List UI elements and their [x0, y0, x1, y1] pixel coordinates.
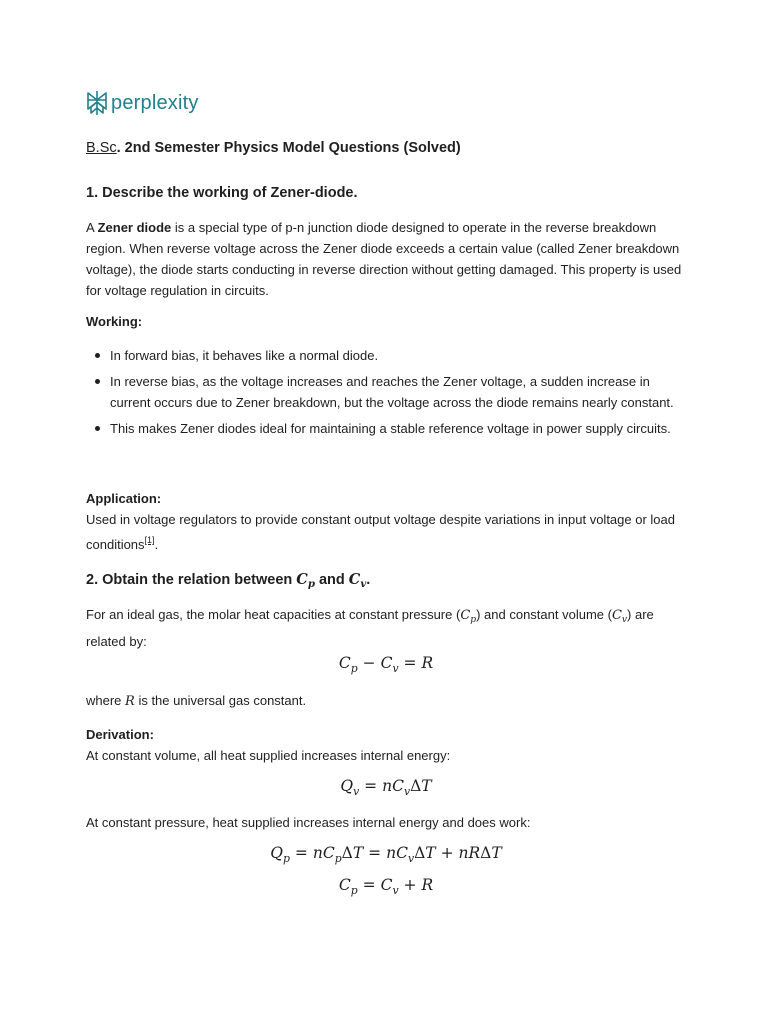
- constant-volume-text: At constant volume, all heat supplied increases internal energy:: [86, 748, 451, 763]
- working-label: Working:: [86, 314, 143, 329]
- working-list: [86, 345, 686, 444]
- equation-cp-result: $C_p = C_v + R$: [338, 876, 434, 897]
- zener-intro-paragraph: A Zener diode is a special type of p-n junction diode designed to operate in the reverse breakdown region. When reverse voltage across the Zener diode exceeds a certain value (called Zener breakdown voltage), the diode starts conducting in reverse direction without getting damaged. This property is used for voltage regulation in circuits.: [86, 220, 682, 298]
- equation-mayer-relation: $C_p - C_v = R$: [338, 654, 434, 675]
- perplexity-logo[interactable]: [86, 90, 199, 116]
- citation-link[interactable]: [1]: [144, 535, 155, 545]
- list-item: In forward bias, it behaves like a normal diode.: [86, 345, 686, 366]
- question-2-heading: 2. Obtain the relation between $C_p$ and $C_v$.: [86, 571, 371, 590]
- application-text: Used in voltage regulators to provide constant output voltage despite variations in input voltage or load conditions[1].: [86, 512, 675, 552]
- gas-constant-note: where R is the universal gas constant.: [86, 693, 307, 709]
- bsc-link[interactable]: B.Sc: [86, 140, 117, 156]
- constant-pressure-text: At constant pressure, heat supplied increases internal energy and does work:: [86, 815, 531, 830]
- list-item: In reverse bias, as the voltage increases and reaches the Zener voltage, a sudden increase in current occurs due to Zener breakdown, but the voltage across the diode remains nearly constant.: [86, 371, 686, 413]
- list-item: This makes Zener diodes ideal for maintaining a stable reference voltage in power supply circuits.: [86, 418, 686, 439]
- brand-name: perplexity: [111, 91, 199, 114]
- equation-constant-volume-heat: $Q_v = nC_v\Delta T$: [340, 777, 432, 798]
- question-1-heading: 1. Describe the working of Zener-diode.: [86, 185, 358, 201]
- perplexity-logo-icon: [86, 90, 108, 116]
- application-label: Application:: [86, 491, 162, 506]
- heat-capacity-intro: For an ideal gas, the molar heat capacities at constant pressure $(C_p)$ and constant volume $(C_v)$ are related by:: [86, 607, 654, 649]
- equation-constant-pressure-heat: $Q_p = nC_p\Delta T = nC_v\Delta T + nR\Delta T$: [270, 844, 502, 865]
- derivation-label: Derivation:: [86, 727, 154, 742]
- document-title: B.Sc. 2nd Semester Physics Model Questions (Solved): [86, 140, 461, 156]
